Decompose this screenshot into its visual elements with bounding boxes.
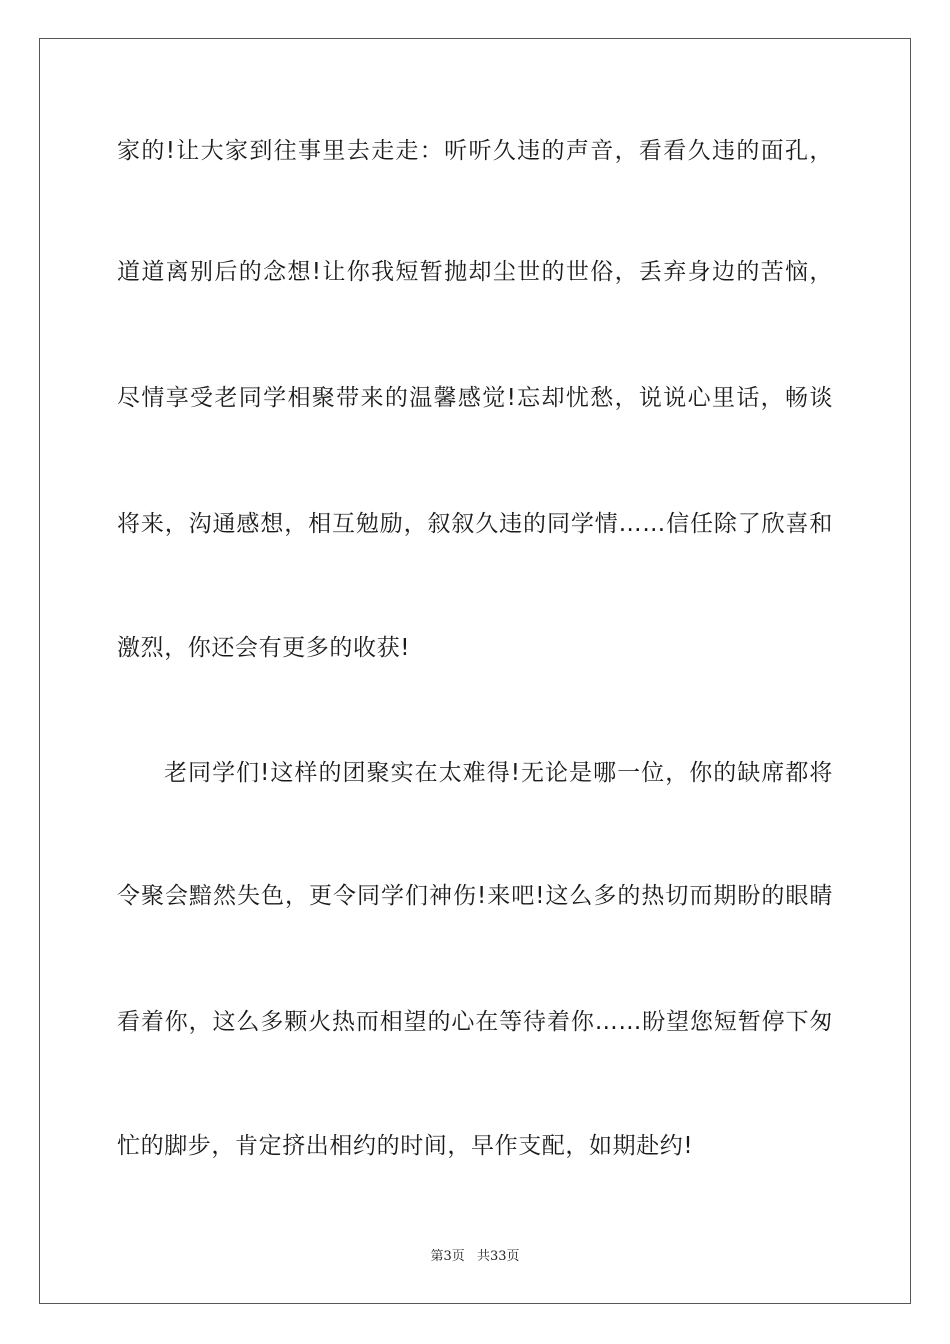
paragraph-line-5: 激烈，你还会有更多的收获! [117,635,411,661]
paragraph-line-9: 忙的脚步，肯定挤出相约的时间，早作支配，如期赴约! [117,1133,694,1159]
page-frame [39,38,911,1304]
paragraph-line-7: 令聚会黯然失色，更令同学们神伤!来吧!这么多的热切而期盼的眼睛 [117,883,833,909]
page-total: 共33页 [476,1249,520,1264]
page-number: 第3页 [430,1249,465,1264]
paragraph-line-3: 尽情享受老同学相聚带来的温馨感觉!忘却忧愁，说说心里话，畅谈 [117,385,833,411]
page-footer [0,1248,950,1266]
paragraph-line-8: 看着你，这么多颗火热而相望的心在等待着你……盼望您短暂停下匆 [117,1009,833,1035]
paragraph-line-6: 老同学们!这样的团聚实在太难得!无论是哪一位，你的缺席都将 [164,760,833,786]
paragraph-line-1: 家的!让大家到往事里去走走：听听久违的声音，看看久违的面孔， [117,138,833,164]
paragraph-line-4: 将来，沟通感想，相互勉励，叙叙久违的同学情……信任除了欣喜和 [117,511,833,537]
paragraph-line-2: 道道离别后的念想!让你我短暂抛却尘世的世俗，丢弃身边的苦恼， [117,259,833,285]
